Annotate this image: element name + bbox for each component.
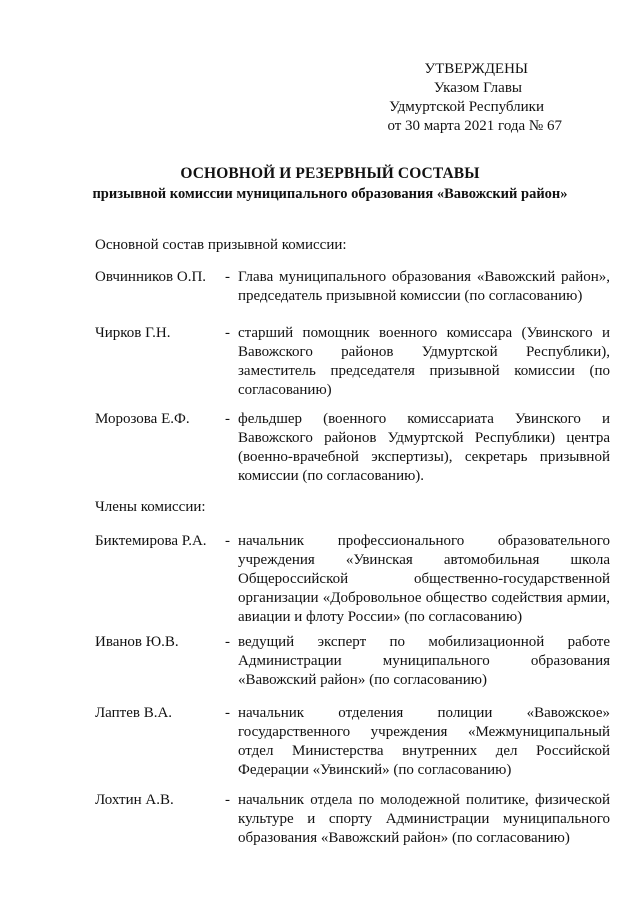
document-title-main: ОСНОВНОЙ И РЕЗЕРВНЫЙ СОСТАВЫ bbox=[180, 165, 480, 182]
member-name: Лохтин А.В. bbox=[95, 792, 174, 808]
member-dash: - bbox=[225, 411, 230, 427]
member-name: Чирков Г.Н. bbox=[95, 325, 171, 341]
document-title-sub: призывной комиссии муниципального образования «Вавожский район» bbox=[92, 186, 568, 202]
member-role: старший помощник военного комиссара (Увинского и Вавожского районов Удмуртской Республики), заместитель председателя призывной комиссии (по согласованию) bbox=[238, 325, 610, 398]
member-name: Биктемирова Р.А. bbox=[95, 533, 207, 549]
member-role: начальник отделения полиции «Вавожское» государственного учреждения «Межмуниципальный отдел Министерства внутренних дел Российской Федерации «Увинский» (по согласованию) bbox=[238, 705, 610, 778]
member-name: Иванов Ю.В. bbox=[95, 634, 179, 650]
member-role: Глава муниципального образования «Вавожский район», председатель призывной комиссии (по согласованию) bbox=[238, 269, 610, 304]
member-role: начальник отдела по молодежной политике, физической культуре и спорту Администрации муниципального образования «Вавожский район» (по согласованию) bbox=[238, 792, 610, 846]
member-dash: - bbox=[225, 533, 230, 549]
member-dash: - bbox=[225, 325, 230, 341]
member-dash: - bbox=[225, 705, 230, 721]
approval-heading: УТВЕРЖДЕНЫ bbox=[424, 61, 528, 77]
member-dash: - bbox=[225, 792, 230, 808]
document-title bbox=[80, 164, 580, 204]
member-dash: - bbox=[225, 269, 230, 285]
approval-line-3: от 30 марта 2021 года № 67 bbox=[387, 118, 562, 134]
member-name: Морозова Е.Ф. bbox=[95, 411, 190, 427]
member-role: ведущий эксперт по мобилизационной работе Администрации муниципального образования «Вавожский район» (по согласованию) bbox=[238, 634, 610, 688]
member-role: фельдшер (военного комиссариата Увинского и Вавожского районов Удмуртской Республики) центра (военно-врачебной экспертизы), секретарь призывной комиссии (по согласованию). bbox=[238, 411, 610, 484]
member-dash: - bbox=[225, 634, 230, 650]
approval-line-1: Указом Главы bbox=[433, 80, 522, 96]
approval-line-2: Удмуртской Республики bbox=[389, 99, 544, 115]
commission-members-label: Члены комиссии: bbox=[95, 499, 206, 515]
approval-stamp bbox=[387, 60, 562, 136]
member-name: Овчинников О.П. bbox=[95, 269, 207, 285]
main-composition-label: Основной состав призывной комиссии: bbox=[95, 237, 347, 253]
member-name: Лаптев В.А. bbox=[95, 705, 173, 721]
member-role: начальник профессионального образовательного учреждения «Увинская автомобильная школа Общероссийской общественно-государственной организации «Добровольное общество содействия армии, авиации и флоту России» (по согласованию) bbox=[238, 533, 610, 625]
